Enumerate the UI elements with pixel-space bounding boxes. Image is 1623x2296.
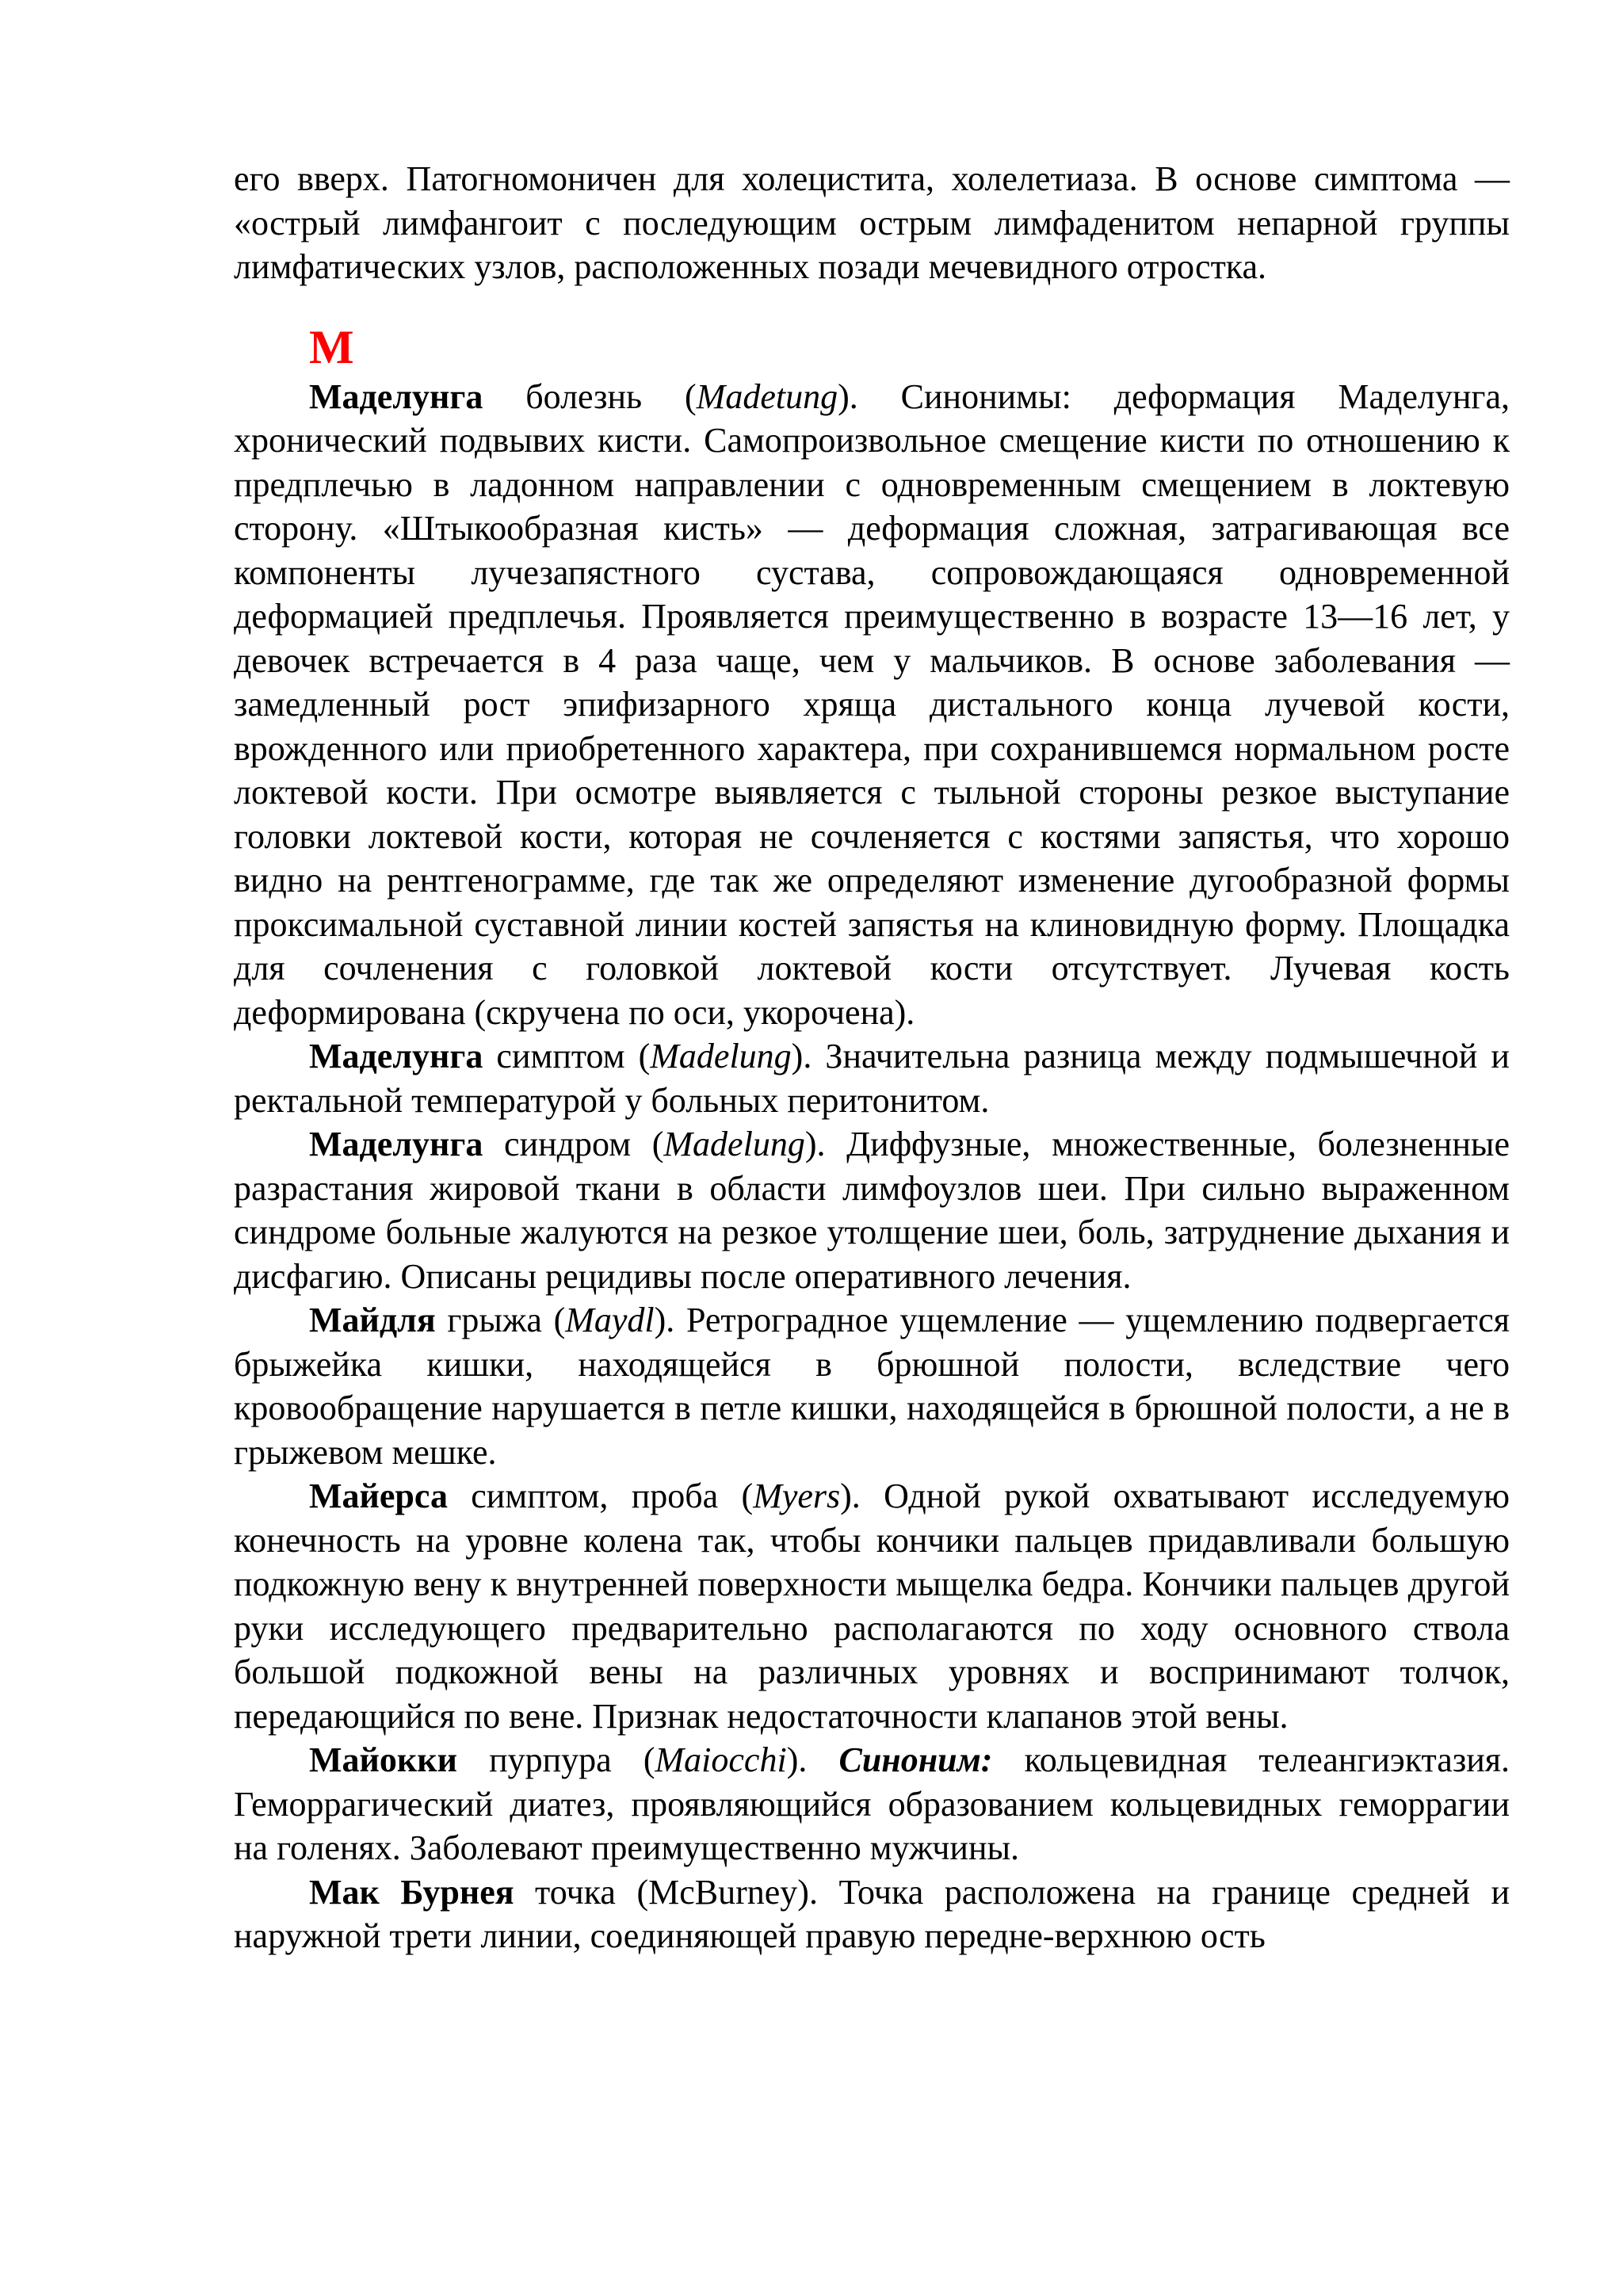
entry-pre: симптом, проба (: [447, 1477, 754, 1515]
entry-mid: ).: [786, 1740, 839, 1779]
entry-text: ). Одной рукой охватывают исследуемую конечность на уровне колена так, чтобы кончики пальцев придавливали большую подкожную вену к внутренней поверхности мыщелка бедра. Кончики пальцев другой руки исследующего предварительно располагаются по ходу основного ствола большой подкожной вены на различных уровнях и воспринимают толчок, передающийся по вене. Признак недостаточности клапанов этой вены.: [234, 1477, 1510, 1736]
intro-paragraph: его вверх. Патогномоничен для холецистита, холелетиаза. В основе симптома — «острый лимфангоит с последующим острым лимфаденитом непарной группы лимфатических узлов, расположенных позади мечевидного отростка.: [234, 159, 1510, 286]
entry-pre: пурпура (: [456, 1740, 655, 1779]
entry-maydl-hernia: [234, 1298, 1510, 1474]
entry-term: Мак Бурнея: [309, 1872, 514, 1912]
entry-term: Маделунга: [309, 376, 483, 416]
synonym-label: Синоним:: [838, 1740, 993, 1779]
entry-mcburney-point: [234, 1870, 1510, 1958]
entry-latin-name: Madelung: [663, 1125, 805, 1163]
entry-text: ). Синонимы: деформация Маделунга, хронический подвывих кисти. Самопроизвольное смещение кисти по отношению к предплечью в ладонном направлении с одновременным смещением в локтевую сторону. «Штыкообразная кисть» — деформация сложная, затрагивающая все компоненты лучезапястного сустава, сопровождающаяся одновременной деформацией предплечья. Проявляется преимущественно в возрасте 13—16 лет, у девочек встречается в 4 раза чаще, чем у мальчиков. В основе заболевания — замедленный рост эпифизарного хряща дистального конца лучевой кости, врожденного или приобретенного характера, при сохранившемся нормальном росте локтевой кости. При осмотре выявляется с тыльной стороны резкое выступание головки локтевой кости, которая не сочленяется с костями запястья, что хорошо видно на рентгенограмме, где так же определяют изменение дугообразной формы проксимальной суставной линии костей запястья на клиновидную форму. Площадка для сочленения с головкой локтевой кости отсутствует. Лучевая кость деформирована (скручена по оси, укорочена).: [234, 376, 1510, 1032]
entry-text: кольцевидная телеангиэктазия. Геморрагический диатез, проявляющийся образованием кольцевидных геморрагии на голенях. Заболевают преимущественно мужчины.: [234, 1740, 1510, 1867]
entry-latin-name: Maiocchi: [655, 1740, 787, 1779]
entry-pre: симптом (: [483, 1037, 651, 1075]
entry-term: Майокки: [309, 1740, 457, 1779]
entry-latin-name: Maydl: [565, 1301, 655, 1339]
section-letter-heading: М: [309, 320, 354, 373]
entry-text: ). Ретроградное ущемление — ущемлению подвергается брыжейка кишки, находящейся в брюшной полости, вследствие чего кровообращение нарушается в петле кишки, находящейся в брюшной полости, а не в грыжевом мешке.: [234, 1301, 1510, 1472]
entry-text: ). Значительна разница между подмышечной и ректальной температурой у больных перитонитом.: [234, 1037, 1510, 1120]
entry-term: Майдля: [309, 1301, 436, 1339]
entry-pre: болезнь (: [483, 376, 697, 416]
entry-madelung-syndrome: [234, 1122, 1510, 1298]
entry-term: Маделунга: [309, 1037, 483, 1075]
entry-pre: грыжа (: [435, 1301, 566, 1339]
document-page: [234, 157, 1510, 1958]
entry-pre: синдром (: [483, 1125, 664, 1163]
entry-myers-symptom: [234, 1474, 1510, 1738]
entry-term: Майерса: [309, 1477, 448, 1515]
entry-madelung-symptom: [234, 1034, 1510, 1122]
entry-pre: точка (McBurney). Точка расположена на границе средней и наружной трети линии, соединяющей правую передне-верхнюю ость: [234, 1872, 1510, 1955]
entry-madelung-disease: [234, 375, 1510, 1035]
entry-text: ). Диффузные, множественные, болезненные разрастания жировой ткани в области лимфоузлов шеи. При сильно выраженном синдроме больные жалуются на резкое утолщение шеи, боль, затруднение дыхания и дисфагию. Описаны рецидивы после оперативного лечения.: [234, 1125, 1510, 1296]
entry-maiocchi-purpura: [234, 1738, 1510, 1870]
entry-term: Маделунга: [309, 1125, 483, 1163]
entry-latin-name: Madelung: [650, 1037, 792, 1075]
entry-latin-name: Myers: [753, 1477, 841, 1515]
entry-latin-name: Madetung: [696, 376, 838, 416]
